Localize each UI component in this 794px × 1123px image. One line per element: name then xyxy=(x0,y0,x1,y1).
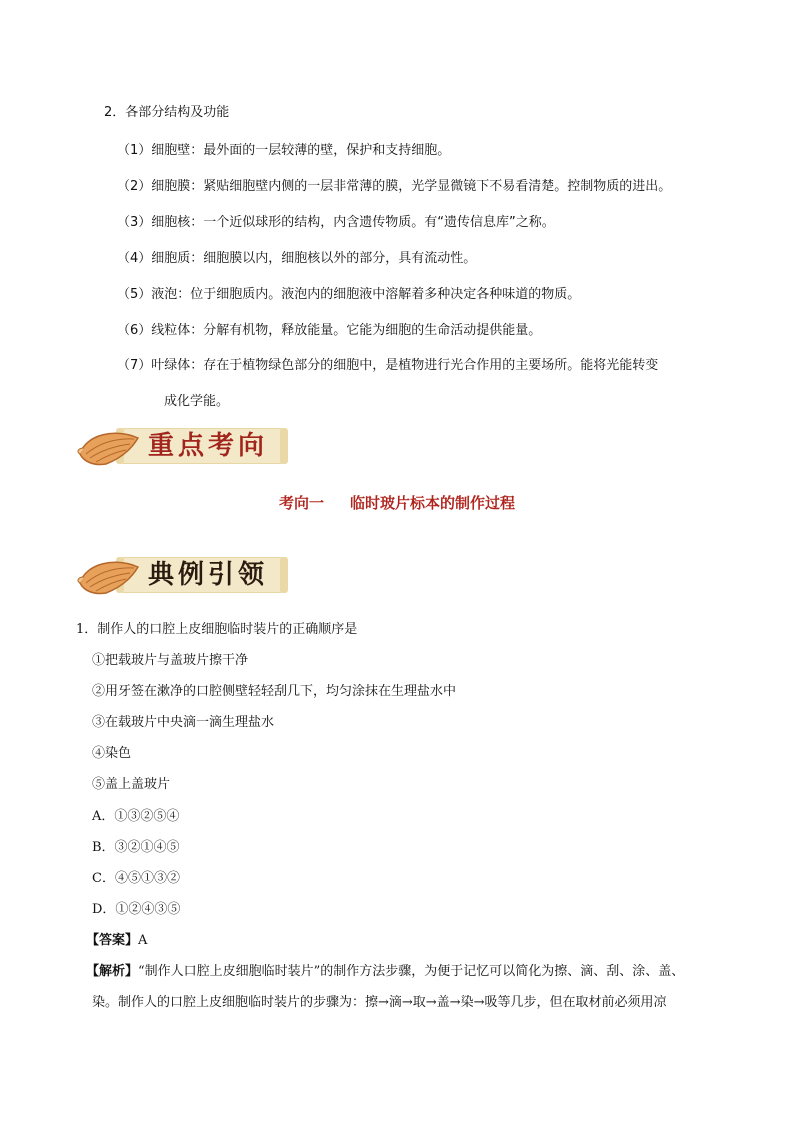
option-d: D．①②④③⑤ xyxy=(92,902,181,917)
analysis-line xyxy=(86,963,684,981)
list-item-continuation: 成化学能。 xyxy=(164,394,230,409)
answer-line xyxy=(86,932,147,950)
analysis-text: “制作人口腔上皮细胞临时装片”的制作方法步骤，为便于记忆可以简化为擦、滴、刮、涂、盖、 xyxy=(138,964,685,979)
question-step: ③在载玻片中央滴一滴生理盐水 xyxy=(92,715,275,730)
option-b: B．③②①④⑤ xyxy=(92,840,180,855)
list-item: （2）细胞膜：紧贴细胞壁内侧的一层非常薄的膜，光学显微镜下不易看清楚。控制物质的进出。 xyxy=(117,179,672,194)
answer-value: A xyxy=(138,933,148,948)
question-step: ④染色 xyxy=(92,746,132,761)
shell-icon xyxy=(76,553,146,599)
question-step: ⑤盖上盖玻片 xyxy=(92,777,171,792)
question-step: ①把载玻片与盖玻片擦干净 xyxy=(92,653,249,668)
list-item: （7）叶绿体：存在于植物绿色部分的细胞中，是植物进行光合作用的主要场所。能将光能转变 xyxy=(117,358,659,373)
banner-title: 重点考向 xyxy=(148,431,269,461)
analysis-label: 【解析】 xyxy=(86,964,139,979)
shell-icon xyxy=(76,424,146,470)
option-a: A．①③②⑤④ xyxy=(92,809,180,824)
section-heading: 2．各部分结构及功能 xyxy=(104,105,230,120)
question-step: ②用牙签在漱净的口腔侧壁轻轻刮几下，均匀涂抹在生理盐水中 xyxy=(92,684,457,699)
list-item: （5）液泡：位于细胞质内。液泡内的细胞液中溶解着多种决定各种味道的物质。 xyxy=(117,287,581,302)
list-item: （1）细胞壁：最外面的一层较薄的壁，保护和支持细胞。 xyxy=(117,143,451,158)
topic-heading xyxy=(0,493,794,513)
banner-title: 典例引领 xyxy=(148,560,269,590)
list-item: （3）细胞核：一个近似球形的结构，内含遗传物质。有“遗传信息库”之称。 xyxy=(117,215,555,230)
analysis-line: 染。制作人的口腔上皮细胞临时装片的步骤为：擦→滴→取→盖→染→吸等几步，但在取材前必须用凉 xyxy=(92,995,667,1010)
topic-title: 临时玻片标本的制作过程 xyxy=(350,494,516,512)
example-banner xyxy=(76,553,286,599)
list-item: （4）细胞质：细胞膜以内，细胞核以外的部分，具有流动性。 xyxy=(117,251,477,266)
focus-banner xyxy=(76,424,286,470)
list-item: （6）线粒体：分解有机物，释放能量。它能为细胞的生命活动提供能量。 xyxy=(117,323,542,338)
topic-label: 考向一 xyxy=(278,494,324,512)
option-c: C．④⑤①③② xyxy=(92,871,180,886)
answer-label: 【答案】 xyxy=(86,933,139,948)
question-stem: 1．制作人的口腔上皮细胞临时装片的正确顺序是 xyxy=(76,622,358,637)
